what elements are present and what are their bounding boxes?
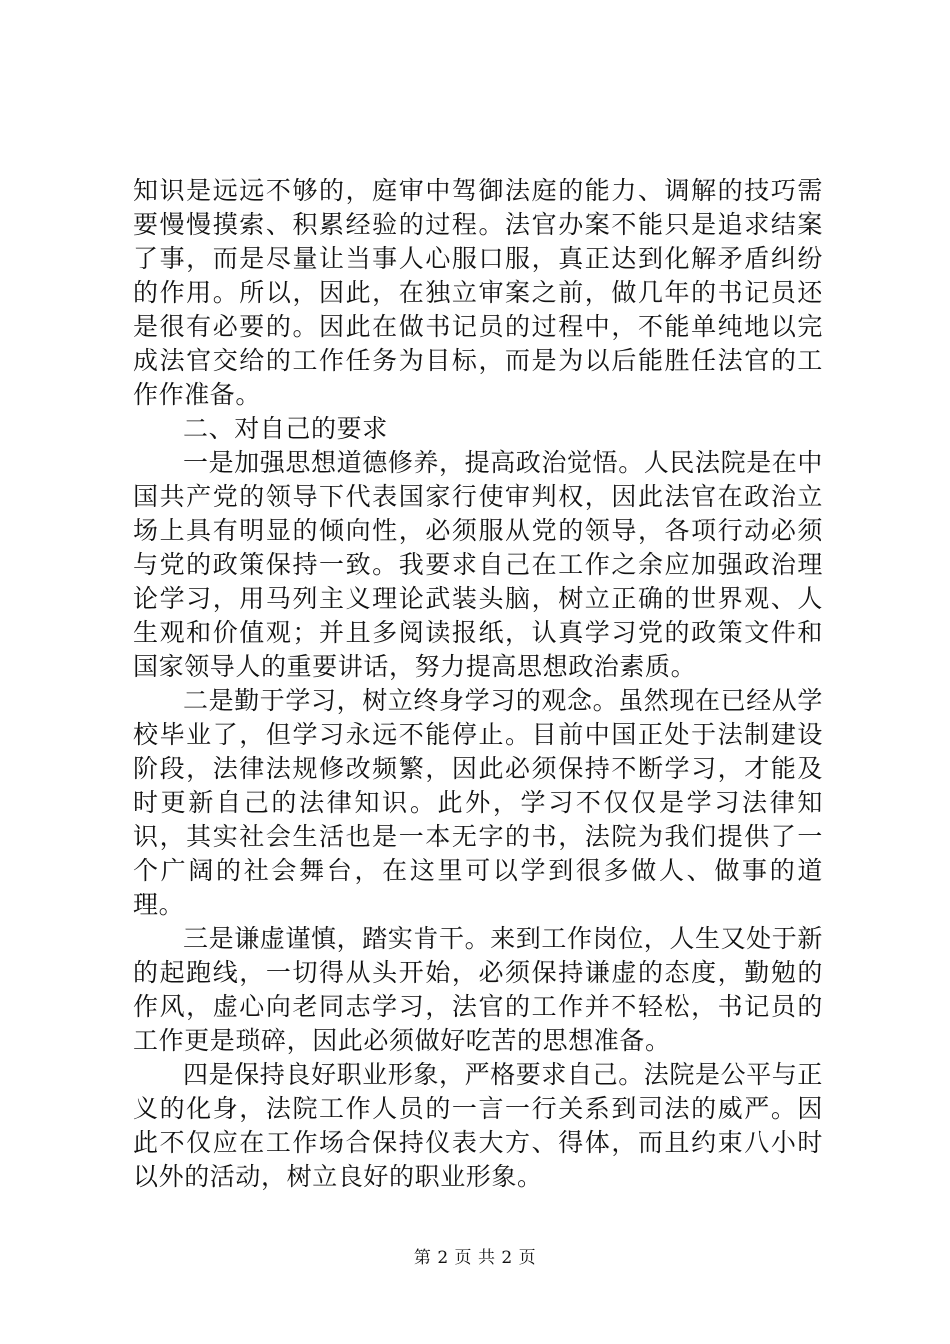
document-body (133, 174, 823, 1194)
paragraph-point-three: 三是谦虚谨慎，踏实肯干。来到工作岗位，人生又处于新的起跑线，一切得从头开始，必须保持谦虚的态度，勤勉的作风，虚心向老同志学习，法官的工作并不轻松，书记员的工作更是琐碎，因此必须做好吃苦的思想准备。 (133, 924, 824, 1055)
page-number-footer: 第 2 页 共 2 页 (413, 1248, 537, 1268)
paragraph-point-four: 四是保持良好职业形象，严格要求自己。法院是公平与正义的化身，法院工作人员的一言一行关系到司法的威严。因此不仅应在工作场合保持仪表大方、得体，而且约束八小时以外的活动，树立良好的职业形象。 (133, 1060, 824, 1191)
paragraph-point-one: 一是加强思想道德修养，提高政治觉悟。人民法院是在中国共产党的领导下代表国家行使审判权，因此法官在政治立场上具有明显的倾向性，必须服从党的领导，各项行动必须与党的政策保持一致。我要求自己在工作之余应加强政治理论学习，用马列主义理论武装头脑，树立正确的世界观、人生观和价值观；并且多阅读报纸，认真学习党的政策文件和国家领导人的重要讲话，努力提高思想政治素质。 (133, 448, 824, 681)
section-heading: 二、对自己的要求 (183, 414, 388, 443)
paragraph-point-two: 二是勤于学习，树立终身学习的观念。虽然现在已经从学校毕业了，但学习永远不能停止。目前中国正处于法制建设阶段，法律法规修改频繁，因此必须保持不断学习，才能及时更新自己的法律知识。此外，学习不仅仅是学习法律知识，其实社会生活也是一本无字的书，法院为我们提供了一个广阔的社会舞台，在这里可以学到很多做人、做事的道理。 (133, 686, 824, 919)
paragraph-continuation: 知识是远远不够的，庭审中驾御法庭的能力、调解的技巧需要慢慢摸索、积累经验的过程。法官办案不能只是追求结案了事，而是尽量让当事人心服口服，真正达到化解矛盾纠纷的作用。所以，因此，在独立审案之前，做几年的书记员还是很有必要的。因此在做书记员的过程中，不能单纯地以完成法官交给的工作任务为目标，而是为以后能胜任法官的工作作准备。 (133, 176, 823, 409)
